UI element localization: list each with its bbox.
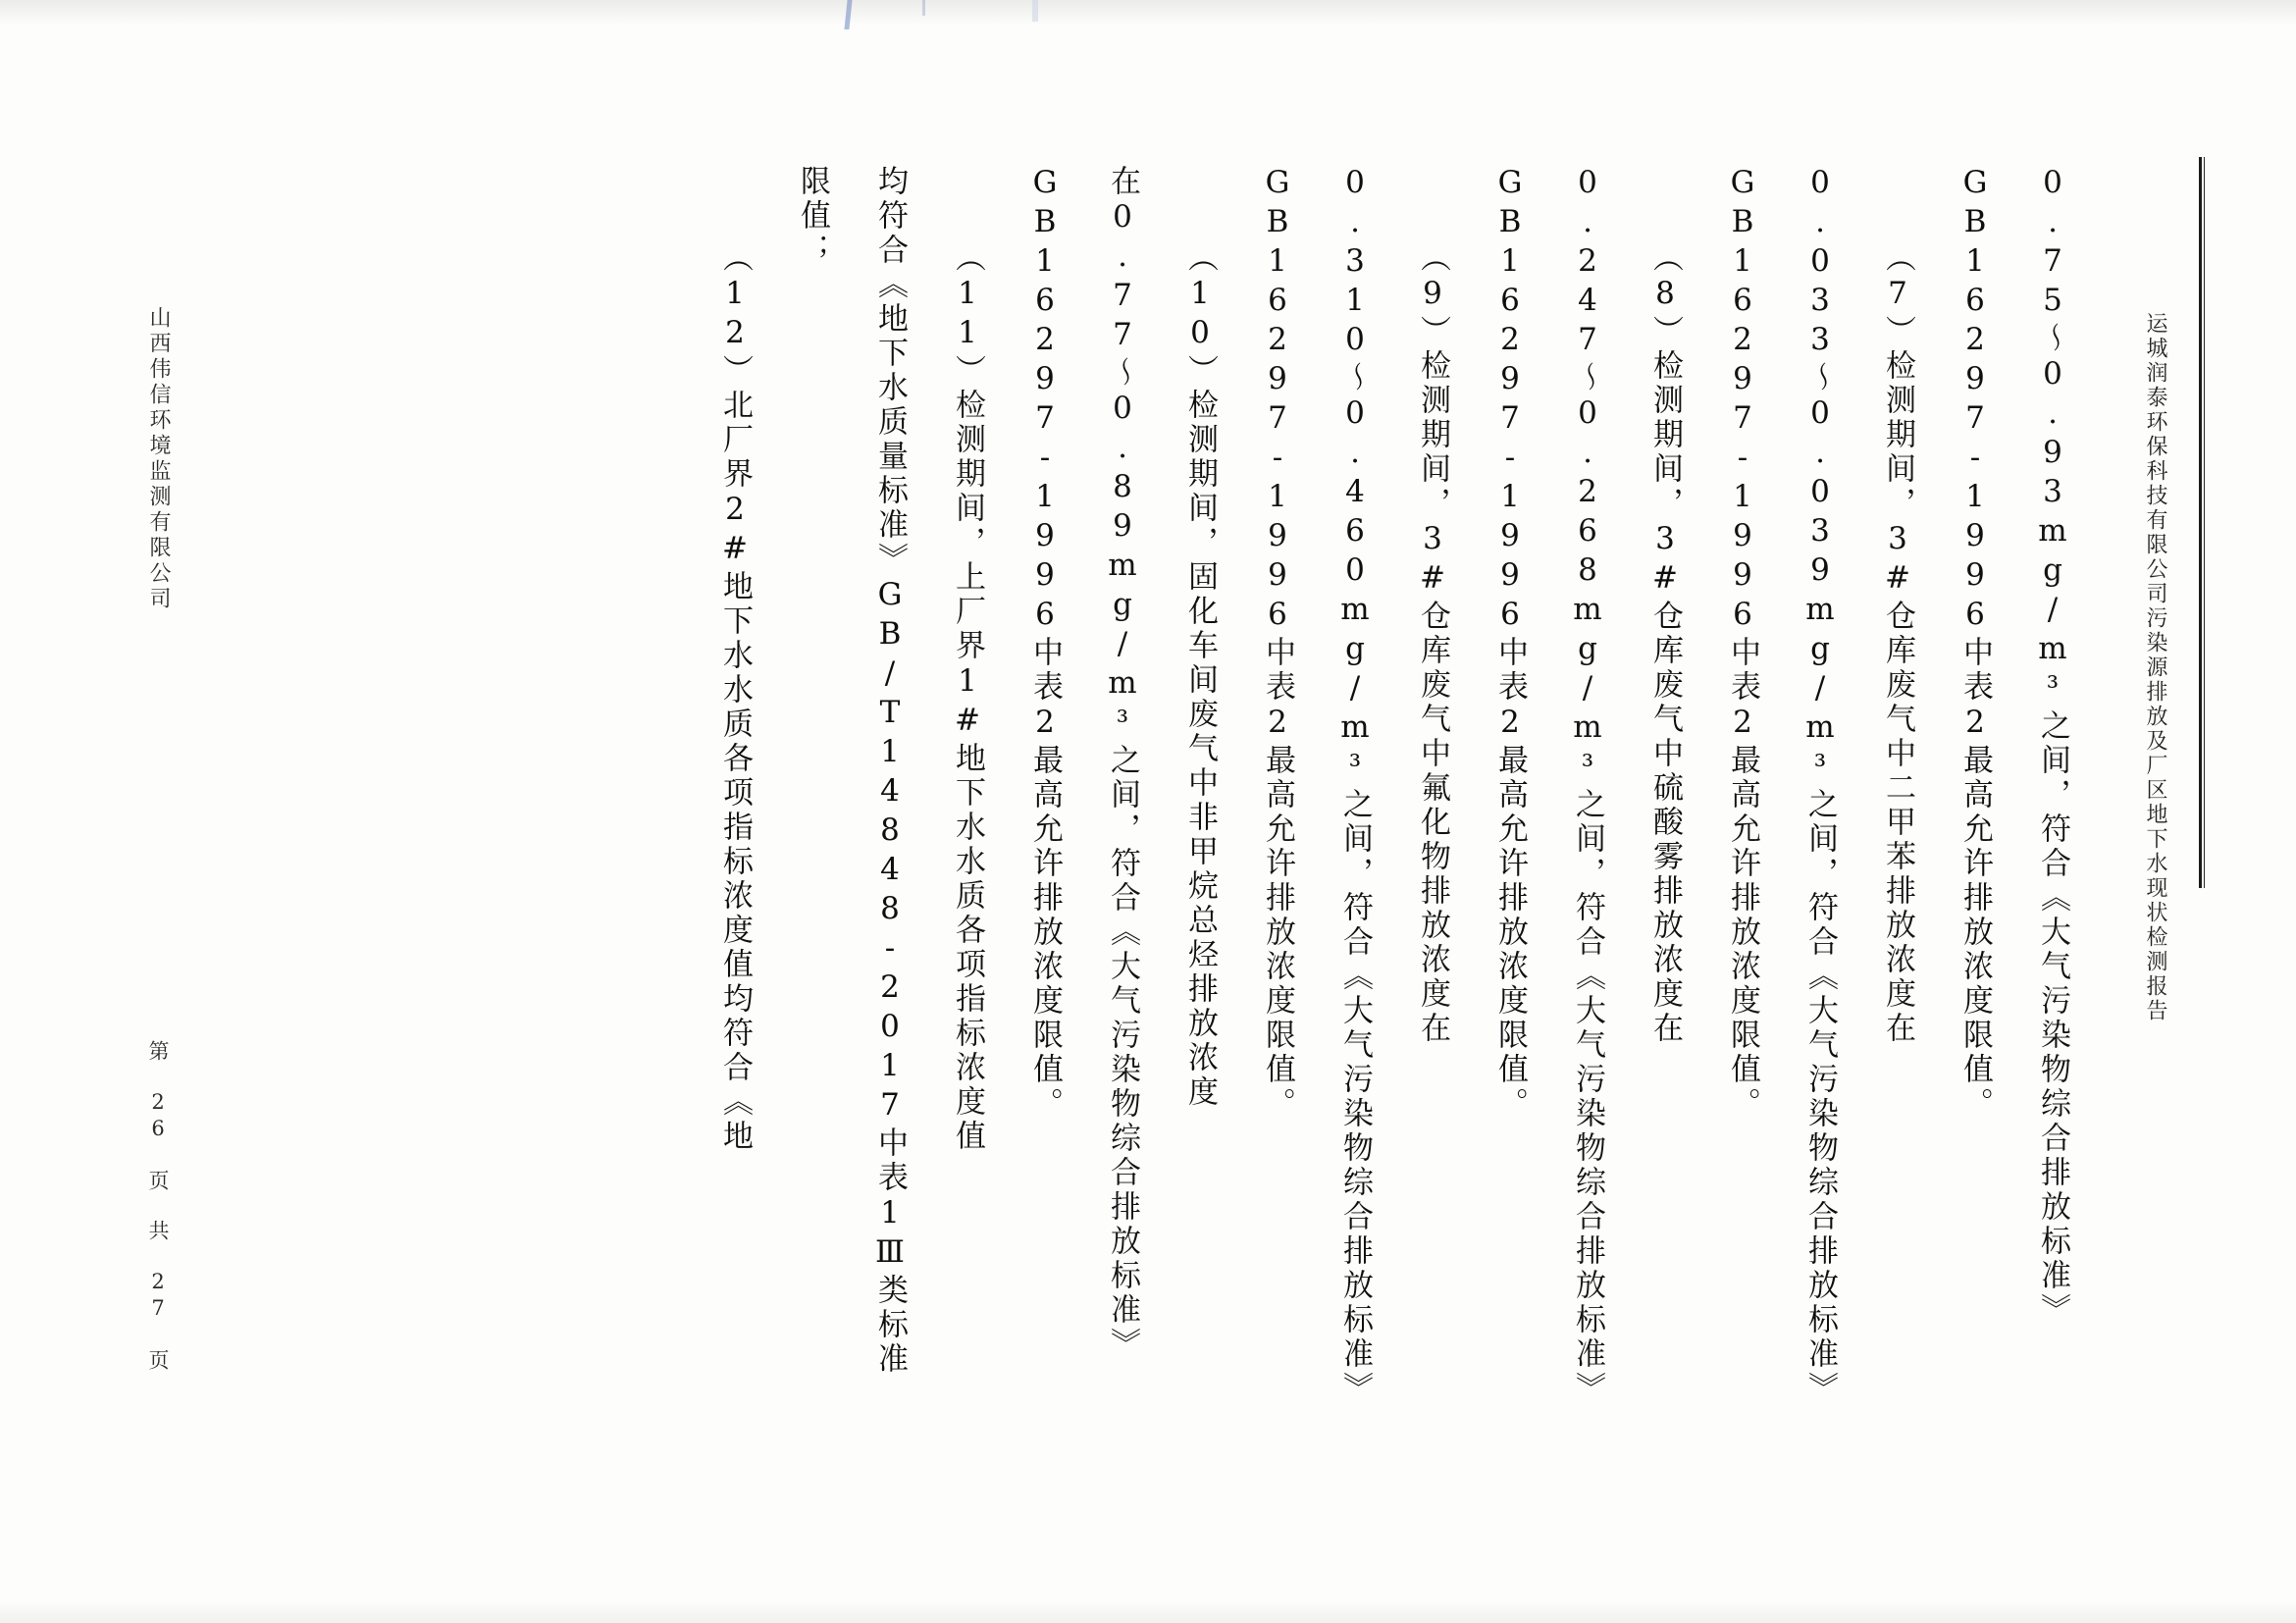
body-text-line: 限值； <box>795 165 830 268</box>
body-text-line: GB16297-1996中表2最高允许排放浓度限值。 <box>1492 165 1528 1122</box>
body-text-line: （12）北厂界2#地下水水质各项指标浓度值均符合《地 <box>717 241 753 1154</box>
body-text-line: （9）检测期间，3#仓库废气中氟化物排放浓度在 <box>1415 241 1450 1046</box>
body-text-line: 均符合《地下水质量标准》GB/T14848-2017中表1Ⅲ类标准 <box>872 165 908 1377</box>
body-text-line: GB16297-1996中表2最高允许排放浓度限值。 <box>1260 165 1295 1122</box>
body-text-line: （10）检测期间，固化车间废气中非甲烷总烃排放浓度 <box>1182 241 1218 1110</box>
body-text-line: 0.310～0.460mg/m³之间，符合《大气污染物综合排放标准》 <box>1337 165 1373 1406</box>
body-text-line: （7）检测期间，3#仓库废气中二甲苯排放浓度在 <box>1880 241 1915 1046</box>
scan-artifact-icon <box>922 0 925 16</box>
footer-page-number: 第 26 页 共 27 页 <box>146 1040 170 1373</box>
body-text-line: （8）检测期间，3#仓库废气中硫酸雾排放浓度在 <box>1647 241 1683 1046</box>
scan-artifact-icon <box>1032 0 1038 22</box>
body-text-line: GB16297-1996中表2最高允许排放浓度限值。 <box>1027 165 1063 1122</box>
body-text-line: GB16297-1996中表2最高允许排放浓度限值。 <box>1725 165 1760 1122</box>
document-header-title: 运城润泰环保科技有限公司污染源排放及厂区地下水现状检测报告 <box>2143 312 2167 1023</box>
body-text-line: （11）检测期间，上厂界1#地下水水质各项指标浓度值 <box>950 241 985 1154</box>
body-text-line: 0.75～0.93mg/m³之间，符合《大气污染物综合排放标准》 <box>2035 165 2070 1328</box>
header-divider <box>2199 157 2202 888</box>
footer-company-name: 山西伟信环境监测有限公司 <box>146 306 171 612</box>
body-text-line: GB16297-1996中表2最高允许排放浓度限值。 <box>1957 165 1993 1122</box>
scan-edge-top <box>0 0 2296 26</box>
body-text-line: 0.247～0.268mg/m³之间，符合《大气污染物综合排放标准》 <box>1570 165 1605 1406</box>
body-text-line: 在0.77～0.89mg/m³之间，符合《大气污染物综合排放标准》 <box>1105 165 1140 1362</box>
scan-edge-bottom <box>0 1601 2296 1623</box>
body-text-line: 0.033～0.039mg/m³之间，符合《大气污染物综合排放标准》 <box>1802 165 1838 1406</box>
